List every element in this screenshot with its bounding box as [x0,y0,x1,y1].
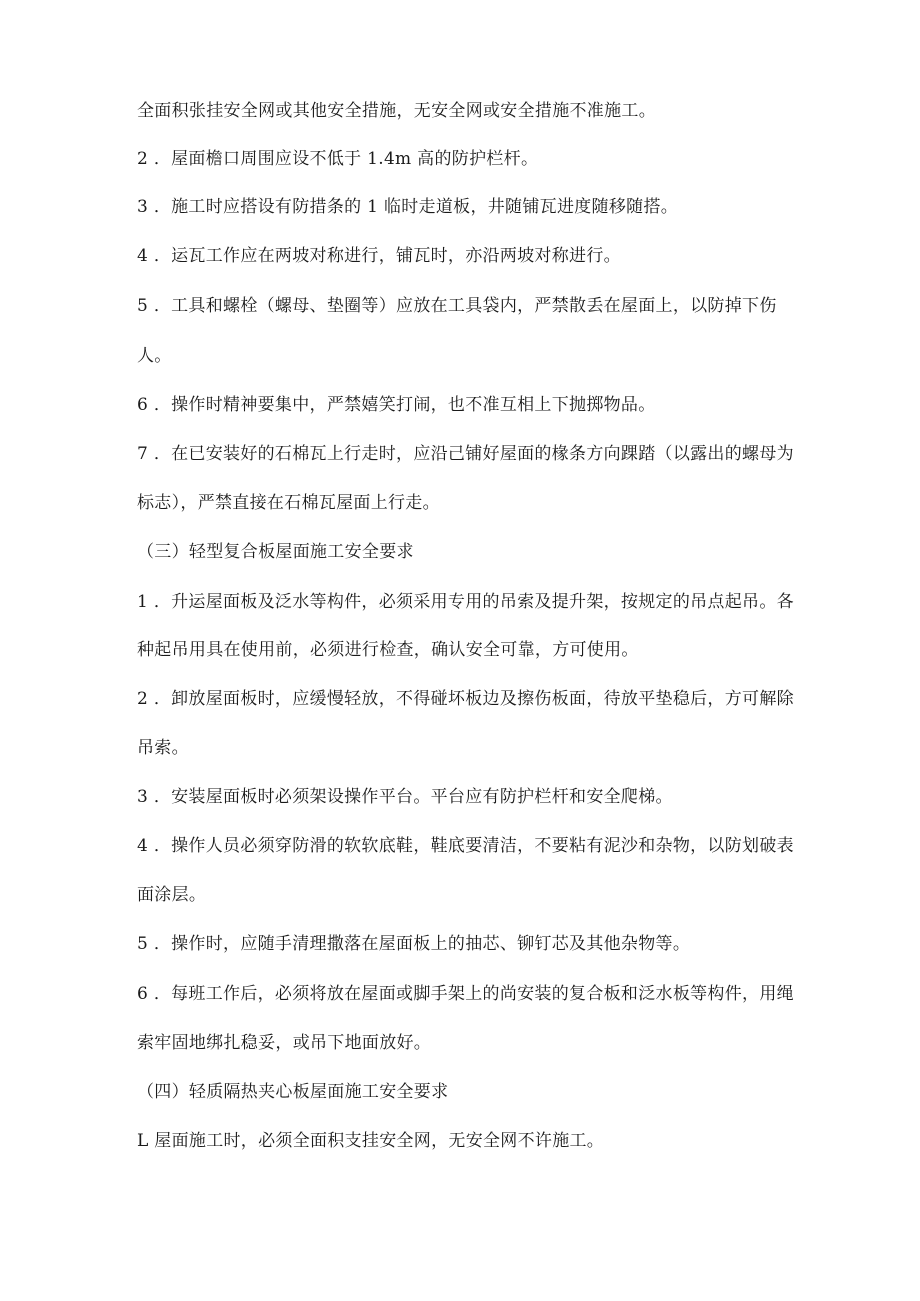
list-item-2: 2 ．卸放屋面板时，应缓慢轻放，不得碰坏板边及擦伤板面，待放平垫稳后，方可解除 [137,689,794,709]
list-item-6: 6 ．每班工作后，必须将放在屋面或脚手架上的尚安装的复合板和泛水板等构件，用绳 [137,984,794,1004]
list-item-6-continued: 索牢固地绑扎稳妥，或吊下地面放好。 [137,1033,432,1053]
list-item-6: 6 ．操作时精神要集中，严禁嬉笑打闹，也不准互相上下抛掷物品。 [137,395,656,415]
list-item-1: L 屋面施工时，必须全面积支挂安全网，无安全网不许施工。 [137,1131,605,1151]
list-item-5: 5 ．工具和螺栓（螺母、垫圈等）应放在工具袋内，严禁散丢在屋面上，以防掉下伤 [137,296,777,316]
list-item-7-continued: 标志），严禁直接在石棉瓦屋面上行走。 [137,493,440,513]
text-line: 全面积张挂安全网或其他安全措施，无安全网或安全措施不准施工。 [137,101,656,121]
list-item-2-continued: 吊索。 [137,738,189,758]
list-item-7: 7 ．在已安装好的石棉瓦上行走时，应沿己铺好屋面的椽条方向踝踏（以露出的螺母为 [137,444,794,464]
list-item-5-continued: 人。 [137,346,172,366]
list-item-3: 3 ．安装屋面板时必须架设操作平台。平台应有防护栏杆和安全爬梯。 [137,787,673,807]
list-item-1: 1 ．升运屋面板及泛水等构件，必须采用专用的吊索及提升架，按规定的吊点起吊。各 [137,592,794,612]
section-heading-3: （三）轻型复合板屋面施工安全要求 [137,542,414,562]
list-item-5: 5 ．操作时，应随手清理撒落在屋面板上的抽芯、铆钉芯及其他杂物等。 [137,934,691,954]
list-item-4-continued: 面涂层。 [137,885,207,905]
list-item-3: 3 ．施工时应搭设有防措条的 1 临时走道板，井随铺瓦进度随移随搭。 [137,197,679,217]
list-item-2: 2 ．屋面檐口周围应设不低于 1.4m 高的防护栏杆。 [137,149,539,169]
list-item-4: 4 ．操作人员必须穿防滑的软软底鞋，鞋底要清洁，不要粘有泥沙和杂物，以防划破表 [137,836,794,856]
list-item-4: 4 ．运瓦工作应在两坡对称进行，铺瓦时，亦沿两坡对称进行。 [137,246,621,266]
list-item-1-continued: 种起吊用具在使用前，必须进行检查，确认安全可靠，方可使用。 [137,640,639,660]
section-heading-4: （四）轻质隔热夹心板屋面施工安全要求 [137,1082,449,1102]
